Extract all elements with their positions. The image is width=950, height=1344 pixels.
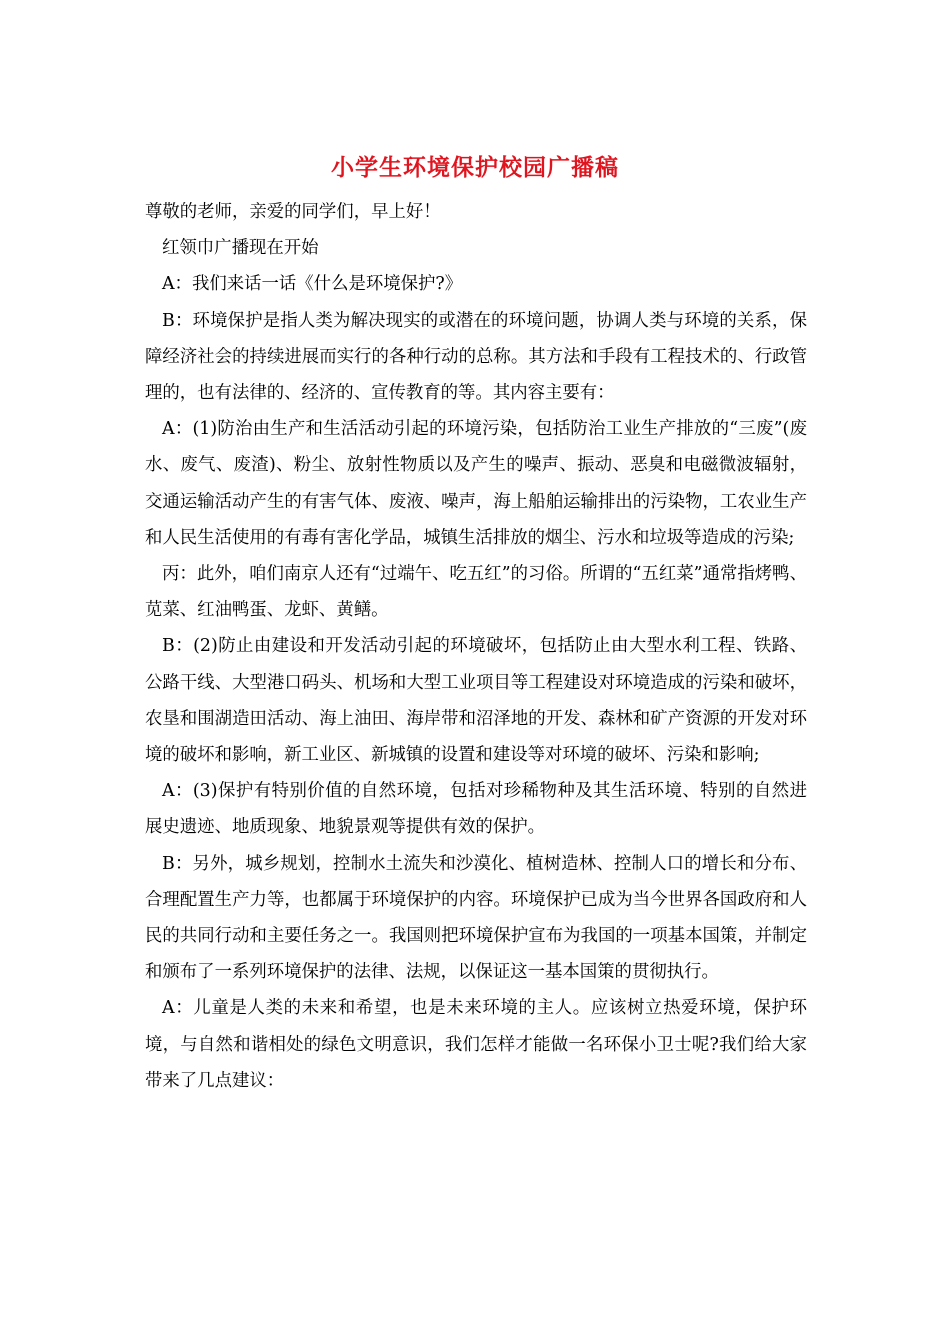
paragraph: A：儿童是人类的未来和希望，也是未来环境的主人。应该树立热爱环境，保护环境，与自然和谐相处的绿色文明意识，我们怎样才能做一名环保小卫士呢?我们给大家带来了几点建议：: [145, 998, 807, 1091]
paragraph-greeting: 尊敬的老师，亲爱的同学们，早上好！: [145, 202, 441, 222]
document-title: 小学生环境保护校园广播稿: [331, 154, 619, 181]
paragraph: B：(2)防止由建设和开发活动引起的环境破坏，包括防止由大型水利工程、铁路、公路干线、大型港口码头、机场和大型工业项目等工程建设对环境造成的污染和破坏，农垦和围湖造田活动、海上油田、海岸带和沼泽地的开发、森林和矿产资源的开发对环境的破坏和影响，新工业区、新城镇的设置和建设等对环境的破坏、污染和影响;: [145, 636, 807, 766]
paragraph-opening: 红领巾广播现在开始: [162, 238, 319, 259]
document-body: [145, 194, 807, 1099]
paragraph: 丙：此外，咱们南京人还有“过端午、吃五红”的习俗。所谓的“五红菜”通常指烤鸭、苋菜、红油鸭蛋、龙虾、黄鳝。: [145, 564, 807, 621]
paragraph: A：我们来话一话《什么是环境保护?》: [162, 274, 463, 295]
paragraph: B：另外，城乡规划，控制水土流失和沙漠化、植树造林、控制人口的增长和分布、合理配置生产力等，也都属于环境保护的内容。环境保护已成为当今世界各国政府和人民的共同行动和主要任务之一。我国则把环境保护宣布为我国的一项基本国策，并制定和颁布了一系列环境保护的法律、法规，以保证这一基本国策的贯彻执行。: [145, 853, 807, 983]
paragraph: A：(3)保护有特别价值的自然环境，包括对珍稀物种及其生活环境、特别的自然进展史遗迹、地质现象、地貌景观等提供有效的保护。: [145, 781, 807, 838]
paragraph: B：环境保护是指人类为解决现实的或潜在的环境问题，协调人类与环境的关系，保障经济社会的持续进展而实行的各种行动的总称。其方法和手段有工程技术的、行政管理的，也有法律的、经济的、宣传教育的等。其内容主要有：: [145, 310, 807, 404]
paragraph: A：(1)防治由生产和生活活动引起的环境污染，包括防治工业生产排放的“三废”(废水、废气、废渣)、粉尘、放射性物质以及产生的噪声、振动、恶臭和电磁微波辐射，交通运输活动产生的有害气体、废液、噪声，海上船舶运输排出的污染物，工农业生产和人民生活使用的有毒有害化学品，城镇生活排放的烟尘、污水和垃圾等造成的污染;: [145, 419, 807, 548]
